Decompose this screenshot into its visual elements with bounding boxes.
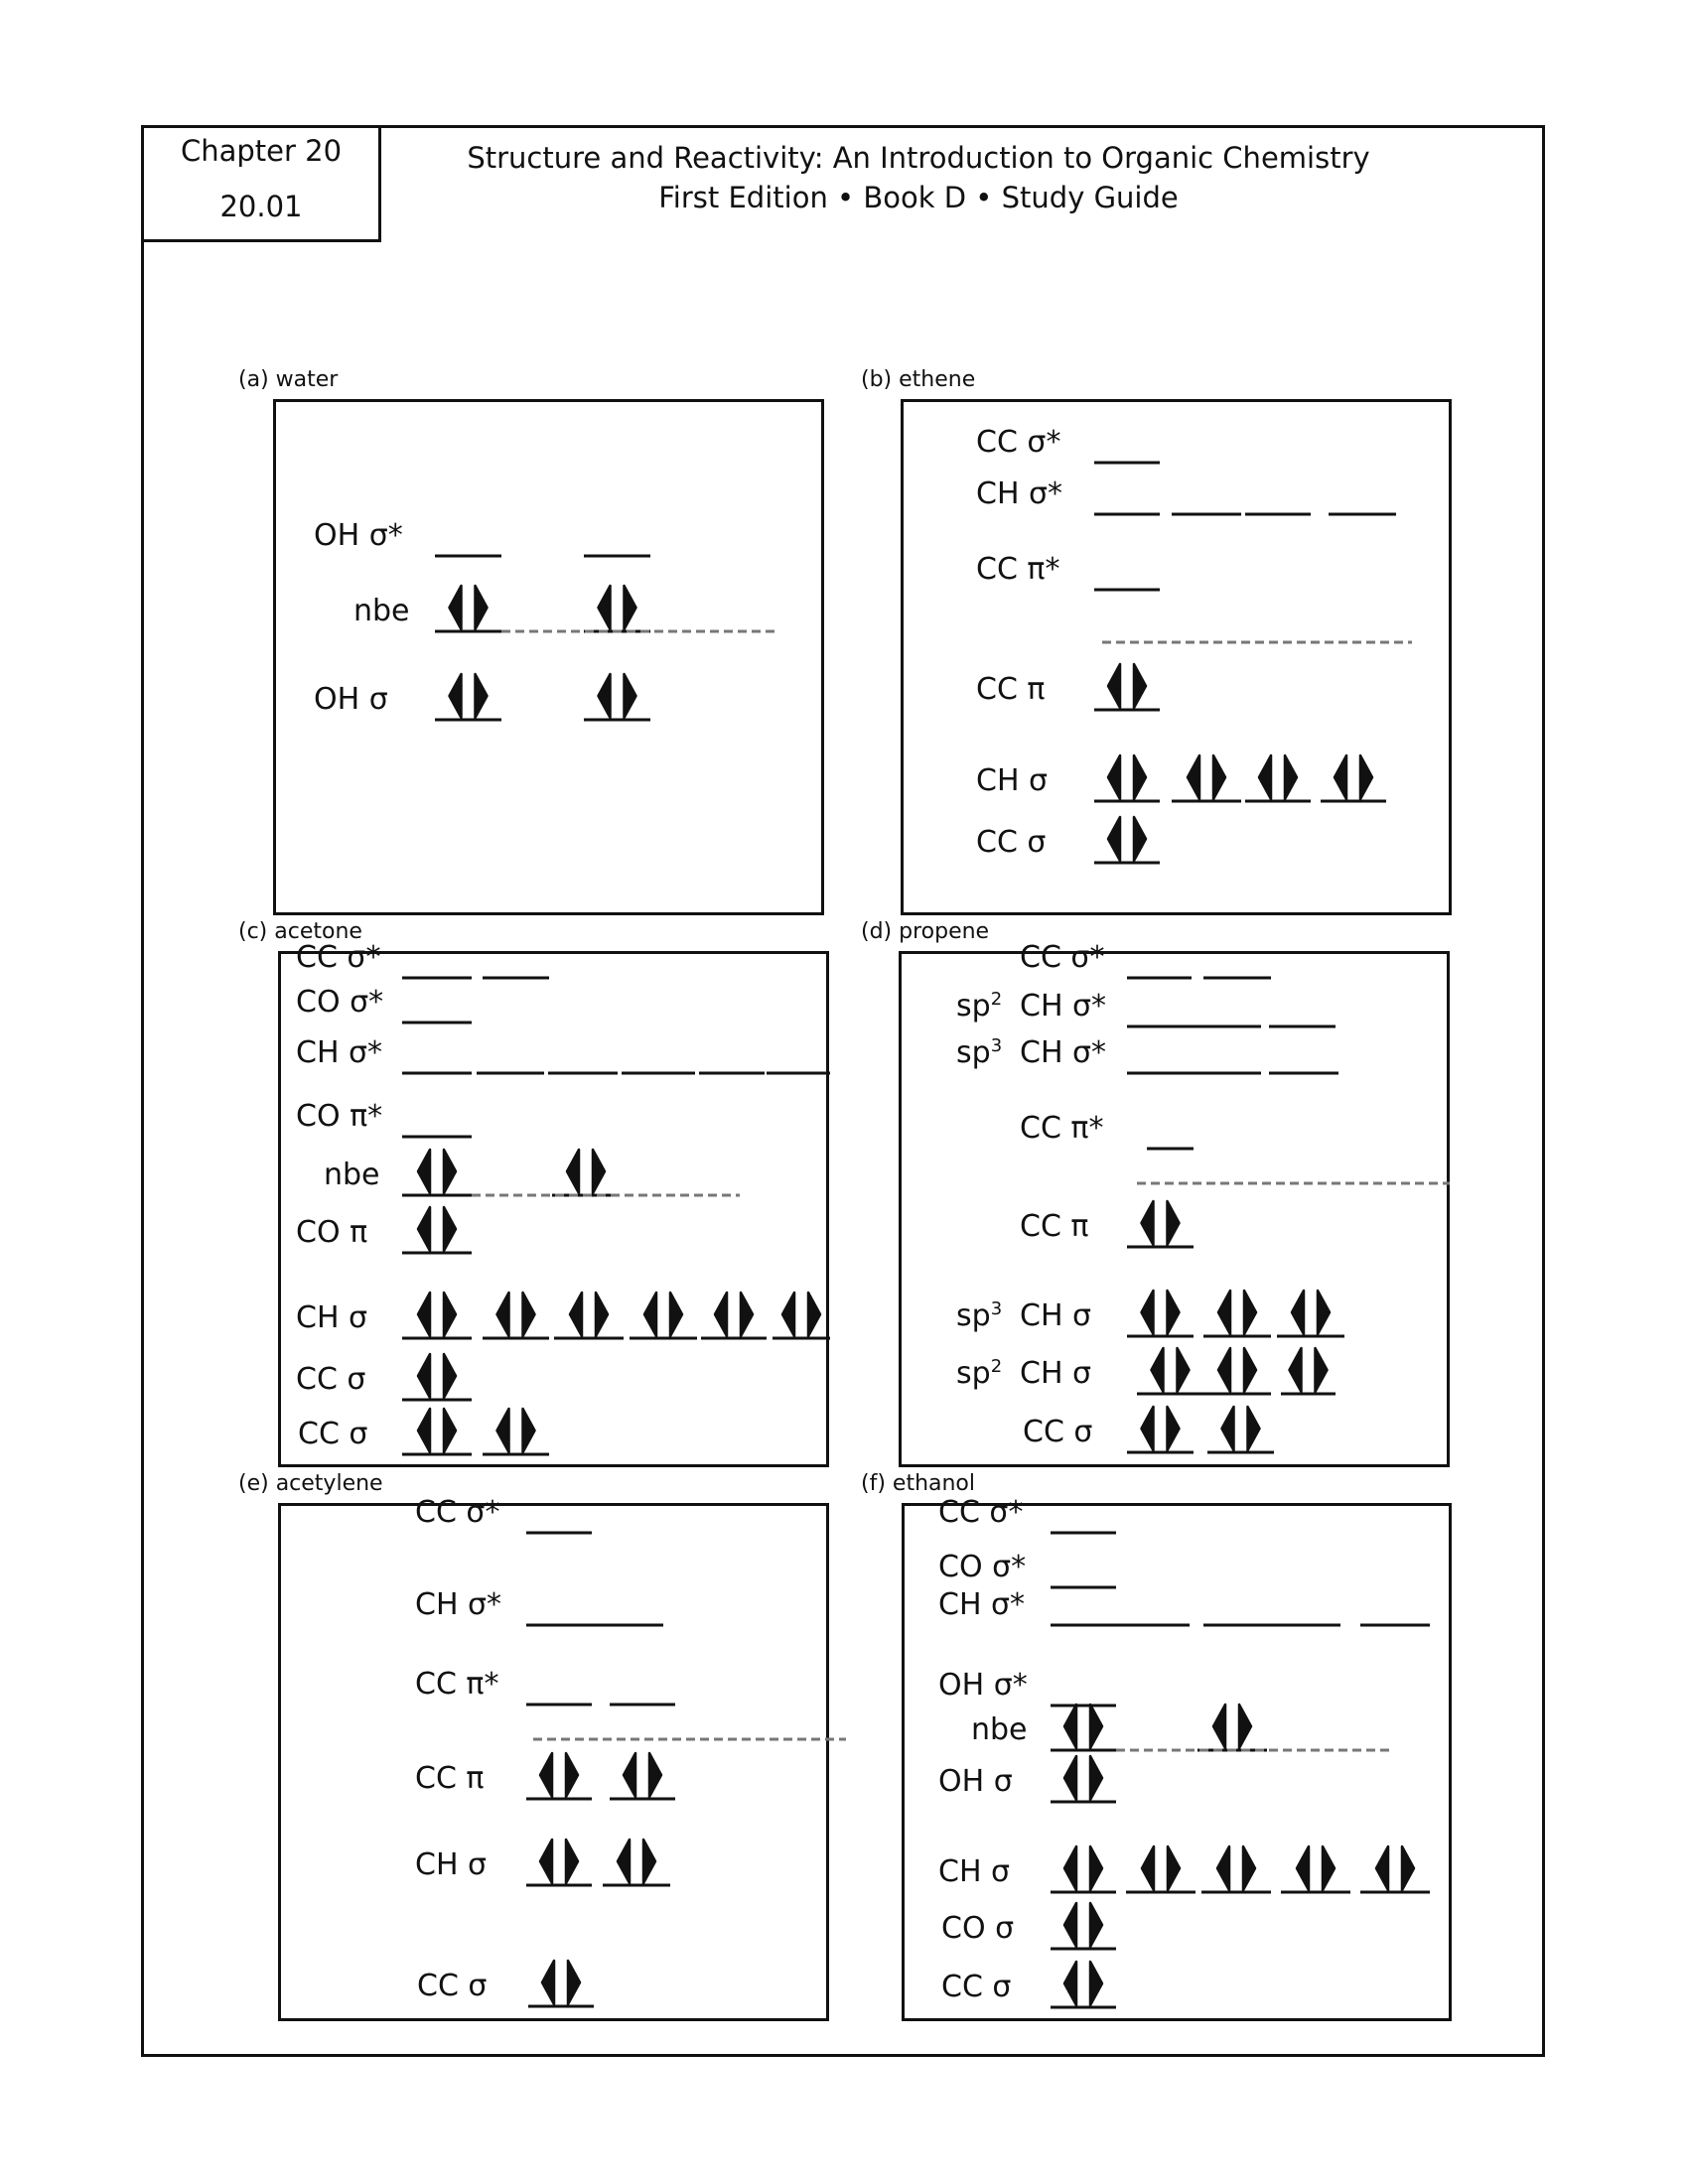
- electron-down-arrow: [444, 1293, 456, 1336]
- electron-up-arrow: [1108, 755, 1120, 799]
- electron-up-arrow: [418, 1293, 430, 1336]
- electron-up-arrow: [1142, 1291, 1154, 1334]
- electron-down-arrow: [476, 586, 488, 629]
- electron-down-arrow: [670, 1293, 682, 1336]
- electron-up-arrow: [1064, 1846, 1076, 1890]
- electron-down-arrow: [1090, 1756, 1102, 1800]
- hybrid-prefix: $sp^3$: [956, 1035, 1003, 1070]
- electron-down-arrow: [1318, 1291, 1330, 1334]
- orbital-label: nbe: [353, 594, 410, 628]
- electron-up-arrow: [497, 1409, 509, 1452]
- panel-label-propene: (d) propene: [861, 919, 990, 944]
- orbital-label: nbe: [971, 1712, 1028, 1747]
- orbital-label: CC π*: [1020, 1111, 1104, 1146]
- orbital-label: CC σ: [941, 1970, 1012, 2004]
- electron-up-arrow: [618, 1840, 630, 1883]
- electron-down-arrow: [808, 1293, 820, 1336]
- electron-up-arrow: [1259, 755, 1271, 799]
- electron-up-arrow: [1218, 1291, 1230, 1334]
- panel-label-acetone: (c) acetone: [238, 919, 362, 944]
- electron-up-arrow: [644, 1293, 656, 1336]
- orbital-label: CH σ: [1020, 1356, 1092, 1391]
- orbital-label: CO π: [296, 1215, 368, 1250]
- electron-up-arrow: [497, 1293, 509, 1336]
- electron-down-arrow: [476, 674, 488, 718]
- electron-down-arrow: [1168, 1846, 1180, 1890]
- panel-label-acetylene: (e) acetylene: [238, 1471, 383, 1496]
- electron-up-arrow: [418, 1409, 430, 1452]
- orbital-label: CO σ*: [938, 1550, 1027, 1584]
- electron-up-arrow: [570, 1293, 582, 1336]
- electron-down-arrow: [566, 1753, 578, 1797]
- electron-down-arrow: [1090, 1903, 1102, 1947]
- chapter-number: Chapter 20: [180, 134, 343, 168]
- electron-up-arrow: [624, 1753, 635, 1797]
- electron-down-arrow: [1243, 1846, 1255, 1890]
- electron-down-arrow: [1402, 1846, 1414, 1890]
- electron-up-arrow: [1297, 1846, 1309, 1890]
- electron-up-arrow: [1108, 664, 1120, 708]
- orbital-label: CC σ*: [1020, 940, 1105, 975]
- orbital-label: OH σ: [314, 682, 388, 717]
- electron-up-arrow: [1217, 1846, 1229, 1890]
- electron-up-arrow: [1064, 1705, 1076, 1748]
- electron-up-arrow: [418, 1150, 430, 1193]
- electron-up-arrow: [418, 1207, 430, 1251]
- electron-down-arrow: [1323, 1846, 1335, 1890]
- electron-down-arrow: [444, 1409, 456, 1452]
- orbital-label: CC σ*: [296, 940, 381, 975]
- orbital-label: CO π*: [296, 1099, 383, 1134]
- orbital-label: CC σ: [298, 1417, 368, 1451]
- orbital-label: CH σ: [976, 763, 1049, 798]
- electron-down-arrow: [1244, 1291, 1256, 1334]
- electron-down-arrow: [1168, 1201, 1180, 1245]
- electron-up-arrow: [1142, 1407, 1154, 1450]
- electron-down-arrow: [625, 586, 636, 629]
- electron-down-arrow: [523, 1409, 535, 1452]
- electron-down-arrow: [444, 1354, 456, 1398]
- electron-up-arrow: [715, 1293, 727, 1336]
- section-number: 20.01: [219, 190, 303, 223]
- orbital-label: CO σ: [941, 1911, 1015, 1946]
- electron-down-arrow: [1168, 1291, 1180, 1334]
- orbital-label: CC π*: [976, 552, 1060, 587]
- electron-up-arrow: [1335, 755, 1346, 799]
- electron-down-arrow: [1213, 755, 1225, 799]
- electron-down-arrow: [1168, 1407, 1180, 1450]
- orbital-label: CH σ: [1020, 1298, 1092, 1333]
- orbital-label: CC σ: [976, 825, 1047, 860]
- orbital-label: OH σ: [938, 1764, 1013, 1799]
- electron-down-arrow: [523, 1293, 535, 1336]
- orbital-label: CC σ: [296, 1362, 366, 1397]
- orbital-label: CH σ: [415, 1847, 488, 1882]
- electron-down-arrow: [1134, 664, 1146, 708]
- orbital-label: CC σ: [1023, 1415, 1093, 1449]
- panel-label-water: (a) water: [238, 367, 339, 392]
- electron-up-arrow: [1213, 1705, 1225, 1748]
- electron-up-arrow: [450, 674, 462, 718]
- electron-down-arrow: [1090, 1962, 1102, 2005]
- electron-up-arrow: [782, 1293, 794, 1336]
- electron-up-arrow: [1142, 1201, 1154, 1245]
- orbital-label: CC π*: [415, 1667, 499, 1702]
- orbital-label: CO σ*: [296, 985, 384, 1020]
- orbital-label: CH σ*: [415, 1587, 502, 1622]
- electron-up-arrow: [1376, 1846, 1388, 1890]
- electron-up-arrow: [542, 1961, 554, 2004]
- electron-down-arrow: [1285, 755, 1297, 799]
- electron-up-arrow: [540, 1840, 552, 1883]
- hybrid-prefix: $sp^2$: [956, 1356, 1003, 1391]
- electron-down-arrow: [1239, 1705, 1251, 1748]
- electron-down-arrow: [1244, 1348, 1256, 1392]
- electron-down-arrow: [1090, 1846, 1102, 1890]
- electron-up-arrow: [418, 1354, 430, 1398]
- electron-down-arrow: [444, 1207, 456, 1251]
- orbital-label: CH σ: [296, 1300, 368, 1335]
- orbital-label: CC σ*: [976, 425, 1061, 460]
- electron-down-arrow: [593, 1150, 605, 1193]
- title-line-1: Structure and Reactivity: An Introduction to Organic Chemistry: [467, 141, 1370, 175]
- electron-up-arrow: [450, 586, 462, 629]
- orbital-label: CC σ*: [415, 1495, 500, 1530]
- electron-up-arrow: [1142, 1846, 1154, 1890]
- hybrid-prefix: $sp^3$: [956, 1298, 1003, 1333]
- electron-up-arrow: [1222, 1407, 1234, 1450]
- electron-up-arrow: [1064, 1756, 1076, 1800]
- electron-down-arrow: [649, 1753, 661, 1797]
- electron-down-arrow: [566, 1840, 578, 1883]
- electron-up-arrow: [1292, 1291, 1304, 1334]
- electron-up-arrow: [567, 1150, 579, 1193]
- orbital-label: CC σ*: [938, 1495, 1024, 1530]
- electron-down-arrow: [741, 1293, 753, 1336]
- electron-up-arrow: [1064, 1903, 1076, 1947]
- orbital-label: CH σ*: [938, 1587, 1026, 1622]
- orbital-label: OH σ*: [314, 518, 403, 553]
- electron-up-arrow: [599, 674, 611, 718]
- electron-down-arrow: [1178, 1348, 1190, 1392]
- electron-up-arrow: [1218, 1348, 1230, 1392]
- orbital-label: OH σ*: [938, 1668, 1028, 1703]
- electron-up-arrow: [1108, 817, 1120, 861]
- electron-up-arrow: [1152, 1348, 1164, 1392]
- electron-down-arrow: [1248, 1407, 1260, 1450]
- electron-down-arrow: [1360, 755, 1372, 799]
- panel-label-ethanol: (f) ethanol: [861, 1471, 976, 1496]
- electron-up-arrow: [1290, 1348, 1302, 1392]
- electron-down-arrow: [643, 1840, 655, 1883]
- electron-down-arrow: [444, 1150, 456, 1193]
- electron-up-arrow: [1064, 1962, 1076, 2005]
- hybrid-prefix: $sp^2$: [956, 989, 1003, 1024]
- electron-up-arrow: [599, 586, 611, 629]
- electron-up-arrow: [540, 1753, 552, 1797]
- electron-up-arrow: [1188, 755, 1199, 799]
- electron-down-arrow: [1134, 817, 1146, 861]
- orbital-label: CC π: [976, 672, 1046, 707]
- orbital-label: CH σ*: [976, 477, 1063, 511]
- orbital-label: CH σ*: [296, 1035, 383, 1070]
- orbital-label: CC π: [415, 1761, 485, 1796]
- electron-down-arrow: [1134, 755, 1146, 799]
- title-line-2: First Edition • Book D • Study Guide: [658, 181, 1179, 214]
- electron-down-arrow: [568, 1961, 580, 2004]
- electron-down-arrow: [625, 674, 636, 718]
- orbital-label: CC π: [1020, 1209, 1089, 1244]
- orbital-label: CH σ*: [1020, 989, 1107, 1024]
- panel-label-ethene: (b) ethene: [861, 367, 976, 392]
- orbital-label: CH σ*: [1020, 1035, 1107, 1070]
- electron-down-arrow: [1090, 1705, 1102, 1748]
- orbital-label: CH σ: [938, 1854, 1011, 1889]
- electron-down-arrow: [1316, 1348, 1328, 1392]
- orbital-label: nbe: [324, 1158, 380, 1192]
- electron-down-arrow: [596, 1293, 608, 1336]
- orbital-label: CC σ: [417, 1969, 488, 2003]
